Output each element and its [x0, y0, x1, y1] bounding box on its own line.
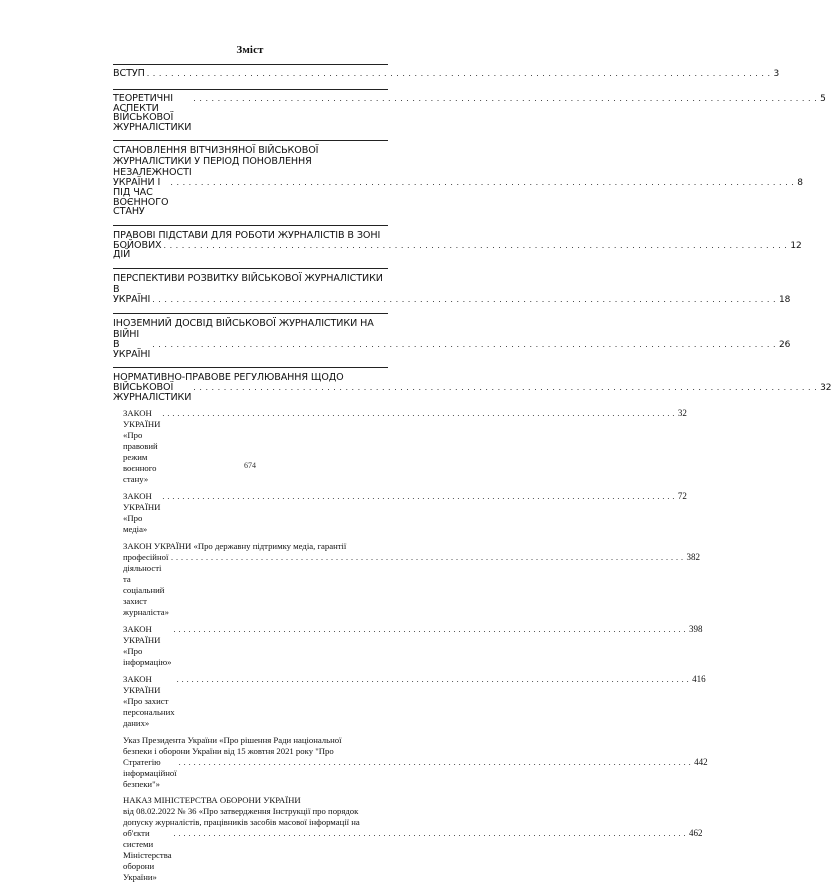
toc-leader-dots: [162, 491, 675, 502]
toc-chapter-title-line: ПРАВОВІ ПІДСТАВИ ДЛЯ РОБОТИ ЖУРНАЛІСТІВ В ЗОНІ: [113, 229, 381, 241]
toc-chapter-title-line: В УКРАЇНІ: [113, 338, 151, 360]
toc-leader-dots: [177, 674, 690, 685]
toc-chapter-intro[interactable]: [113, 64, 780, 79]
toc-leader-dots: [147, 70, 771, 78]
toc-page-number: 442: [694, 757, 708, 768]
toc-subentry-personal-data[interactable]: [113, 674, 706, 729]
footer-page-number: 674: [244, 461, 256, 470]
toc-chapter-foreign-experience[interactable]: [113, 313, 791, 360]
toc-chapter-theory[interactable]: [113, 89, 826, 133]
toc-page-number: 398: [688, 624, 703, 635]
table-of-contents: [113, 64, 831, 883]
toc-subentry-title: ЗАКОН УКРАЇНИ «Про захист персональних даних»: [123, 674, 175, 729]
toc-chapter-prospects[interactable]: [113, 268, 791, 305]
toc-chapter-title-line: БОЙОВИХ ДІЙ: [113, 239, 162, 261]
toc-heading: Зміст: [236, 44, 264, 56]
toc-chapter-title-line: СТАНОВЛЕННЯ ВІТЧИЗНЯНОЇ ВІЙСЬКОВОЇ: [113, 145, 319, 157]
toc-subentry-title-line: допуску журналістів, працівників засобів масової інформації на: [123, 817, 360, 828]
toc-chapter-title-line: НОРМАТИВНО-ПРАВОВЕ РЕГУЛЮВАННЯ ЩОДО: [113, 372, 344, 384]
toc-subentry-media-law[interactable]: [113, 491, 687, 535]
toc-leader-dots: [164, 242, 788, 250]
toc-subentry-title: ЗАКОН УКРАЇНИ «Про інформацію»: [123, 624, 172, 668]
toc-subentry-title-line: Указ Президента України «Про рішення Ради національної: [123, 735, 342, 746]
toc-chapter-title-line: ЖУРНАЛІСТИКИ У ПЕРІОД ПОНОВЛЕННЯ НЕЗАЛЕЖНОСТІ: [113, 156, 312, 179]
toc-leader-dots: [174, 828, 687, 839]
toc-subentry-martial-law[interactable]: [113, 408, 687, 485]
toc-subentry-title-line: професійної діяльності та соціальний захист журналіста»: [123, 552, 169, 618]
toc-subentry-media-support[interactable]: [113, 541, 700, 618]
toc-leader-dots: [173, 624, 686, 635]
toc-chapter-title-line: ПЕРСПЕКТИВИ РОЗВИТКУ ВІЙСЬКОВОЇ ЖУРНАЛІСТИКИ В: [113, 272, 383, 295]
toc-chapter-title-line: УКРАЇНИ І ПІД ЧАС ВОЄННОГО СТАНУ: [113, 177, 169, 218]
toc-subentry-title-line: НАКАЗ МІНІСТЕРСТВА ОБОРОНИ УКРАЇНИ: [123, 795, 301, 806]
toc-page-number: 26: [779, 339, 791, 350]
toc-subentry-defense-order[interactable]: [113, 795, 703, 883]
toc-subentry-title-line: ЗАКОН УКРАЇНИ «Про державну підтримку медіа, гарантії: [123, 541, 347, 552]
toc-leader-dots: [152, 341, 776, 349]
toc-chapter-formation[interactable]: [113, 140, 803, 218]
toc-page-number: 12: [790, 240, 802, 251]
toc-chapter-title-line: ВІЙСЬКОВОЇ ЖУРНАЛІСТИКИ: [113, 382, 192, 403]
toc-page-number: 72: [677, 491, 687, 502]
toc-page-number: 18: [779, 294, 791, 305]
toc-page-number: 3: [773, 69, 780, 79]
toc-subentry-title-line: безпеки і оборони України від 15 жовтня 2021 року "Про: [123, 746, 334, 757]
toc-subentry-president-decree[interactable]: [113, 735, 708, 790]
toc-leader-dots: [170, 179, 794, 187]
toc-subentry-title-line: від 08.02.2022 № 36 «Про затвердження Інструкції про порядок: [123, 806, 359, 817]
toc-subentry-title: ЗАКОН УКРАЇНИ «Про медіа»: [123, 491, 161, 535]
toc-chapter-regulation[interactable]: [113, 367, 831, 403]
toc-subentry-title-line: об'єкти системи Міністерства оборони України»: [123, 828, 172, 883]
toc-page-number: 382: [686, 552, 700, 563]
toc-leader-dots: [179, 757, 692, 768]
toc-chapter-title: ВСТУП: [113, 68, 145, 79]
toc-page-number: 8: [797, 178, 803, 189]
toc-leader-dots: [171, 552, 684, 563]
toc-leader-dots: [193, 384, 817, 392]
toc-leader-dots: [193, 95, 817, 103]
toc-page-number: 5: [820, 94, 826, 104]
toc-chapter-title: ТЕОРЕТИЧНІ АСПЕКТИ ВІЙСЬКОВОЇ ЖУРНАЛІСТИКИ: [113, 93, 192, 133]
toc-subentry-title-line: Стратегію інформаційної безпеки"»: [123, 757, 177, 790]
toc-chapter-legal-basis[interactable]: [113, 225, 802, 261]
toc-page-number: 416: [692, 674, 706, 685]
toc-page-number: 32: [820, 383, 831, 394]
toc-chapter-title-line: ІНОЗЕМНИЙ ДОСВІД ВІЙСЬКОВОЇ ЖУРНАЛІСТИКИ НА ВІЙНІ: [113, 317, 374, 340]
toc-page-number: 462: [689, 828, 703, 839]
toc-subentry-title: ЗАКОН УКРАЇНИ «Про правовий режим воєнного стану»: [123, 408, 161, 485]
toc-chapter-title-line: УКРАЇНІ: [113, 293, 151, 305]
toc-leader-dots: [152, 296, 776, 304]
toc-subentry-information-law[interactable]: [113, 624, 703, 668]
toc-page-number: 32: [677, 408, 687, 419]
toc-leader-dots: [162, 408, 675, 419]
